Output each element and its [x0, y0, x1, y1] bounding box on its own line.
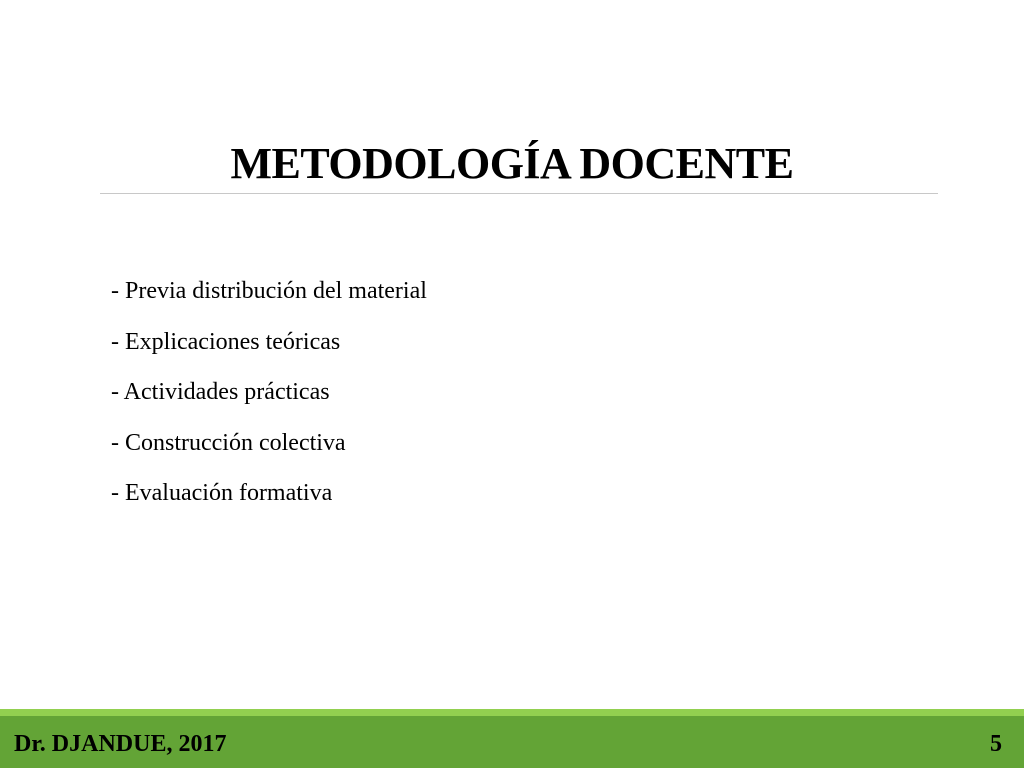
methodology-list — [111, 276, 427, 529]
list-item: - Construcción colectiva — [111, 429, 346, 456]
footer-author: Dr. DJANDUE, 2017 — [14, 731, 227, 757]
list-item: - Previa distribución del material — [111, 278, 427, 304]
slide-title: METODOLOGÍA DOCENTE — [230, 139, 794, 188]
footer-accent-stripe — [0, 709, 1024, 716]
list-item: - Evaluación formativa — [111, 480, 333, 506]
title-divider — [100, 193, 938, 194]
page-number: 5 — [990, 731, 1002, 757]
list-item: - Actividades prácticas — [111, 379, 330, 405]
list-item: - Explicaciones teóricas — [111, 328, 341, 355]
